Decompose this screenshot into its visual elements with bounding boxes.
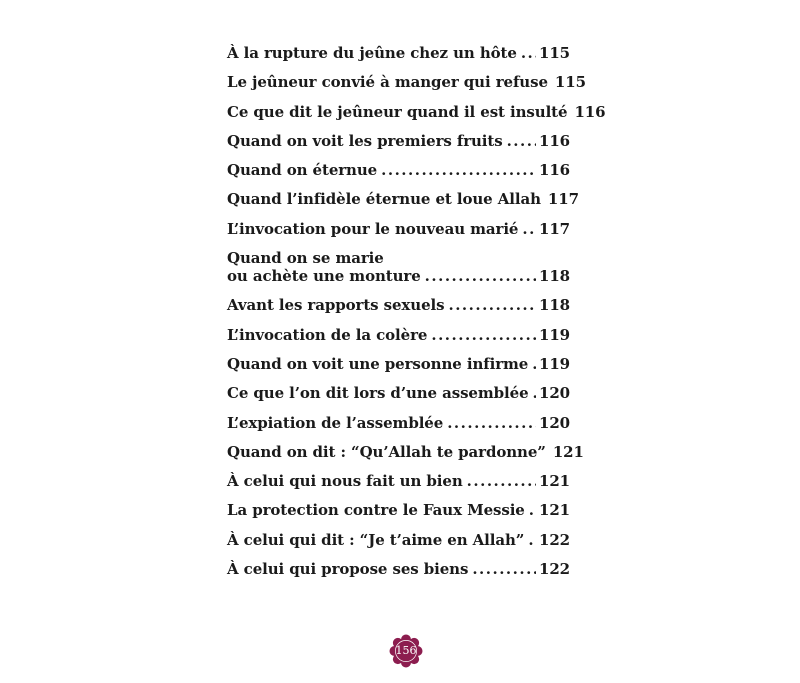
toc-entry-title: Quand on voit les premiers fruits bbox=[227, 131, 503, 150]
toc-entry bbox=[227, 472, 570, 490]
table-of-contents bbox=[227, 44, 606, 589]
page-number: 156 bbox=[395, 644, 417, 657]
toc-entry-page: 117 bbox=[547, 190, 579, 209]
toc-entry bbox=[227, 414, 570, 432]
toc-entry bbox=[227, 190, 579, 209]
dot-leader bbox=[381, 161, 536, 179]
toc-entry-page: 116 bbox=[538, 161, 570, 180]
toc-entry bbox=[227, 326, 570, 344]
dot-leader bbox=[472, 560, 536, 578]
toc-entry-title: Le jeûneur convié à manger qui refuse bbox=[227, 73, 548, 92]
toc-entry bbox=[227, 249, 570, 285]
toc-entry-title: À celui qui dit : “Je t’aime en Allah” bbox=[227, 530, 525, 549]
page-number-emblem bbox=[389, 634, 423, 668]
toc-entry-page: 118 bbox=[538, 267, 570, 286]
dot-leader bbox=[431, 326, 536, 344]
toc-entry bbox=[227, 442, 584, 461]
toc-entry bbox=[227, 384, 570, 402]
toc-entry-page: 117 bbox=[538, 219, 570, 238]
toc-entry-title: À celui qui propose ses biens bbox=[227, 560, 469, 579]
dot-leader bbox=[528, 531, 536, 549]
dot-leader bbox=[533, 384, 536, 402]
toc-entry-page: 119 bbox=[538, 354, 570, 373]
toc-entry-page: 115 bbox=[554, 73, 586, 92]
toc-entry-title-line1: Quand on se marie bbox=[227, 249, 384, 268]
toc-entry-page: 121 bbox=[552, 442, 584, 461]
toc-entry bbox=[227, 161, 570, 179]
toc-entry-title: Ce que dit le jeûneur quand il est insulté bbox=[227, 102, 568, 121]
toc-entry-page: 116 bbox=[574, 102, 606, 121]
dot-leader bbox=[532, 355, 536, 373]
dot-leader bbox=[448, 296, 536, 314]
dot-leader bbox=[522, 220, 536, 238]
toc-entry-title: L’expiation de l’assemblée bbox=[227, 413, 444, 432]
toc-entry bbox=[227, 220, 570, 238]
toc-entry bbox=[227, 531, 570, 549]
toc-entry bbox=[227, 132, 570, 150]
dot-leader bbox=[521, 44, 536, 62]
toc-entry-title: Quand on éternue bbox=[227, 161, 378, 180]
toc-entry-title: Quand on voit une personne infirme bbox=[227, 354, 529, 373]
toc-entry-page: 116 bbox=[538, 131, 570, 150]
dot-leader bbox=[507, 132, 536, 150]
toc-entry bbox=[227, 560, 570, 578]
toc-entry-page: 120 bbox=[538, 413, 570, 432]
toc-entry-page: 115 bbox=[538, 44, 570, 62]
toc-entry bbox=[227, 102, 606, 121]
toc-entry-page: 121 bbox=[538, 472, 570, 491]
toc-entry-page: 119 bbox=[538, 325, 570, 344]
toc-entry-page: 121 bbox=[538, 501, 570, 520]
dot-leader bbox=[425, 267, 536, 285]
toc-entry bbox=[227, 296, 570, 314]
toc-entry-title: L’invocation de la colère bbox=[227, 325, 428, 344]
toc-entry-title: Quand on dit : “Qu’Allah te pardonne” bbox=[227, 442, 546, 461]
toc-entry-title: Avant les rapports sexuels bbox=[227, 296, 445, 315]
toc-entry-title: ou achète une monture bbox=[227, 267, 421, 286]
dot-leader bbox=[447, 414, 536, 432]
toc-entry-page: 118 bbox=[538, 296, 570, 315]
toc-entry-title: L’invocation pour le nouveau marié bbox=[227, 219, 519, 238]
toc-entry bbox=[227, 44, 570, 62]
toc-entry-title: La protection contre le Faux Messie bbox=[227, 501, 525, 520]
toc-entry bbox=[227, 355, 570, 373]
dot-leader bbox=[529, 501, 536, 519]
toc-entry-title: À celui qui nous fait un bien bbox=[227, 472, 463, 491]
toc-entry bbox=[227, 501, 570, 519]
toc-entry-page: 122 bbox=[538, 560, 570, 579]
toc-entry-page: 120 bbox=[538, 384, 570, 403]
toc-entry-title: À la rupture du jeûne chez un hôte bbox=[227, 44, 517, 62]
dot-leader bbox=[467, 472, 536, 490]
toc-entry bbox=[227, 73, 586, 92]
toc-entry-title: Quand l’infidèle éternue et loue Allah bbox=[227, 190, 541, 209]
toc-entry-title: Ce que l’on dit lors d’une assemblée bbox=[227, 384, 529, 403]
toc-entry-page: 122 bbox=[538, 530, 570, 549]
